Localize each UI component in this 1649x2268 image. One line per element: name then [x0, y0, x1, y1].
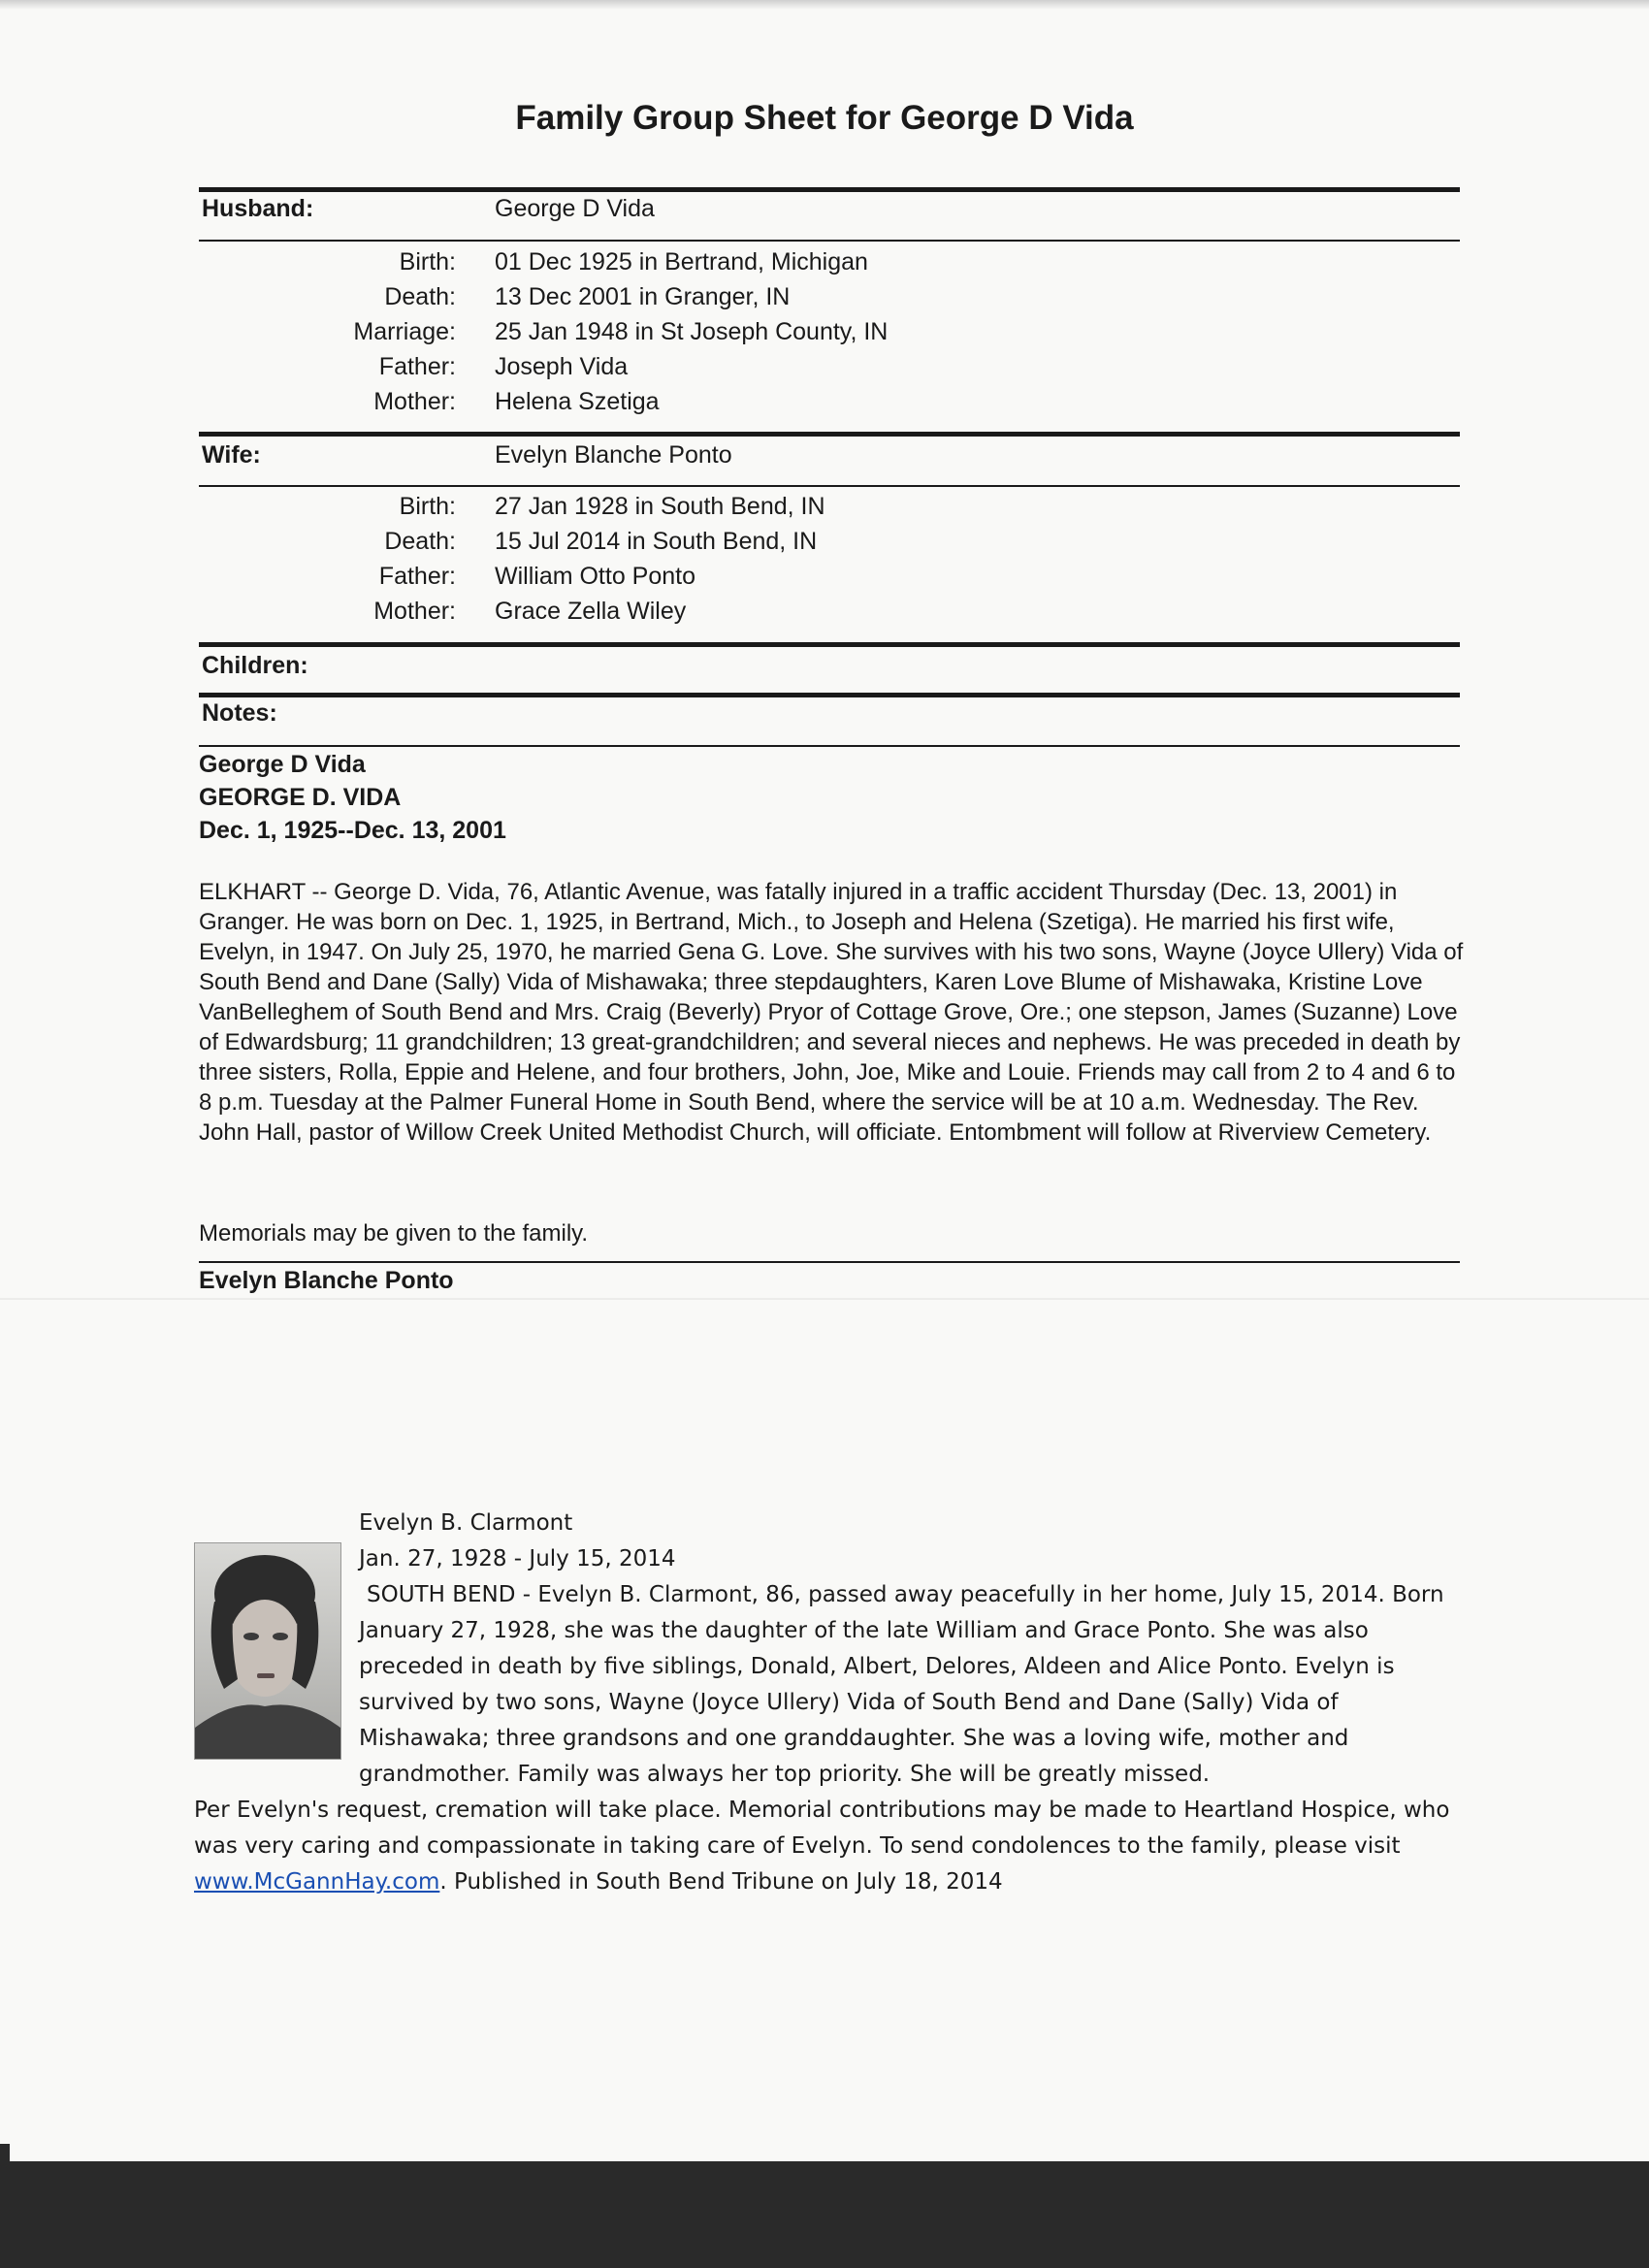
fact-label: Father:	[378, 353, 456, 380]
obit-memorials-george: Memorials may be given to the family.	[199, 1220, 589, 1247]
wife-name: Evelyn Blanche Ponto	[495, 441, 732, 469]
divider	[199, 240, 1460, 242]
husband-fact-marriage	[252, 318, 1416, 353]
scan-top-edge	[0, 0, 1649, 10]
fact-value: William Otto Ponto	[495, 563, 696, 590]
scanner-bed-edge	[0, 2144, 1649, 2268]
wife-label: Wife:	[202, 441, 261, 469]
husband-fact-father	[252, 353, 1416, 388]
husband-name: George D Vida	[495, 195, 655, 222]
page-title: Family Group Sheet for George D Vida	[515, 99, 1134, 137]
obit-text: . Published in South Bend Tribune on July 18, 2014	[439, 1869, 1003, 1895]
children-label: Children:	[202, 652, 308, 679]
divider	[199, 432, 1460, 437]
fact-value: Helena Szetiga	[495, 388, 660, 415]
fact-value: 01 Dec 1925 in Bertrand, Michigan	[495, 248, 868, 275]
fact-label: Death:	[384, 528, 456, 555]
fact-value: 13 Dec 2001 in Granger, IN	[495, 283, 791, 310]
notes-label: Notes:	[202, 699, 277, 727]
obit-text: Per Evelyn's request, cremation will take place. Memorial contributions may be made to Heartland Hospice, who was very caring and compassionate in taking care of Evelyn. To send condolences to the family, please visit	[194, 1798, 1450, 1859]
fact-value: Grace Zella Wiley	[495, 598, 687, 625]
divider	[199, 187, 1460, 192]
obit-dates-george: Dec. 1, 1925--Dec. 13, 2001	[199, 817, 506, 844]
divider	[199, 1261, 1460, 1263]
divider	[199, 745, 1460, 747]
divider	[199, 693, 1460, 697]
divider	[199, 642, 1460, 647]
fact-value: 27 Jan 1928 in South Bend, IN	[495, 493, 825, 520]
fact-label: Death:	[384, 283, 456, 310]
portrait-icon	[195, 1543, 340, 1759]
obit-body-evelyn-continued	[194, 1793, 1465, 1900]
obit-body-george: ELKHART -- George D. Vida, 76, Atlantic Avenue, was fatally injured in a traffic accident Thursday (Dec. 13, 2001) in Granger. He was born on Dec. 1, 1925, in Bertrand, Mich., to Joseph and Helena (Szetiga). He married his first wife, Evelyn, in 1947. On July 25, 1970, he married Gena G. Love. She survives with his two sons, Wayne (Joyce Ullery) Vida of South Bend and Dane (Sally) Vida of Mishawaka; three stepdaughters, Karen Love Blume of Mishawaka, Kristine Love VanBelleghem of South Bend and Mrs. Craig (Beverly) Pryor of Cottage Grove, Ore.; one stepson, James (Suzanne) Love of Edwardsburg; 11 grandchildren; 13 great-grandchildren; and several nieces and nephews. He was preceded in death by three sisters, Rolla, Eppie and Helene, and four brothers, John, Joe, Mike and Louie. Friends may call from 2 to 4 and 6 to 8 p.m. Tuesday at the Palmer Funeral Home in South Bend, where the service will be at 10 a.m. Wednesday. The Rev. John Hall, pastor of Willow Creek United Methodist Church, will officiate. Entombment will follow at Riverview Cemetery.	[199, 879, 1464, 1146]
wife-fact-death	[252, 528, 1416, 563]
wife-fact-father	[252, 563, 1416, 598]
wife-fact-birth	[252, 493, 1416, 528]
fact-label: Marriage:	[353, 318, 456, 345]
note-heading-evelyn: Evelyn Blanche Ponto	[199, 1267, 454, 1294]
portrait-photo	[194, 1542, 341, 1760]
husband-fact-mother	[252, 388, 1416, 423]
obit-dates-evelyn: Jan. 27, 1928 - July 15, 2014	[359, 1546, 676, 1571]
obit-name-evelyn: Evelyn B. Clarmont	[359, 1510, 573, 1536]
wife-fact-mother	[252, 598, 1416, 632]
fact-value: 25 Jan 1948 in St Joseph County, IN	[495, 318, 889, 345]
paper-edge	[10, 2144, 1649, 2161]
scan-seam	[0, 1298, 1649, 1300]
husband-fact-death	[252, 283, 1416, 318]
fact-label: Father:	[378, 563, 456, 590]
fact-label: Mother:	[373, 388, 456, 415]
obit-name-george: GEORGE D. VIDA	[199, 784, 402, 811]
obit-body-evelyn: SOUTH BEND - Evelyn B. Clarmont, 86, passed away peacefully in her home, July 15, 2014. Born January 27, 1928, she was the daughter of the late William and Grace Ponto. She was also preceded in death by five siblings, Donald, Albert, Delores, Aldeen and Alice Ponto. Evelyn is survived by two sons, Wayne (Joyce Ullery) Vida of South Bend and Dane (Sally) Vida of Mishawaka; three grandsons and one granddaughter. She was a loving wife, mother and grandmother. Family was always her top priority. She will be greatly missed.	[359, 1582, 1444, 1787]
fact-label: Birth:	[399, 248, 456, 275]
fact-value: 15 Jul 2014 in South Bend, IN	[495, 528, 818, 555]
fact-label: Birth:	[399, 493, 456, 520]
fact-value: Joseph Vida	[495, 353, 629, 380]
divider	[199, 485, 1460, 487]
husband-fact-birth	[252, 248, 1416, 283]
note-heading-george: George D Vida	[199, 751, 366, 778]
fact-label: Mother:	[373, 598, 456, 625]
funeral-home-link[interactable]: www.McGannHay.com	[194, 1869, 440, 1895]
husband-label: Husband:	[202, 195, 314, 222]
